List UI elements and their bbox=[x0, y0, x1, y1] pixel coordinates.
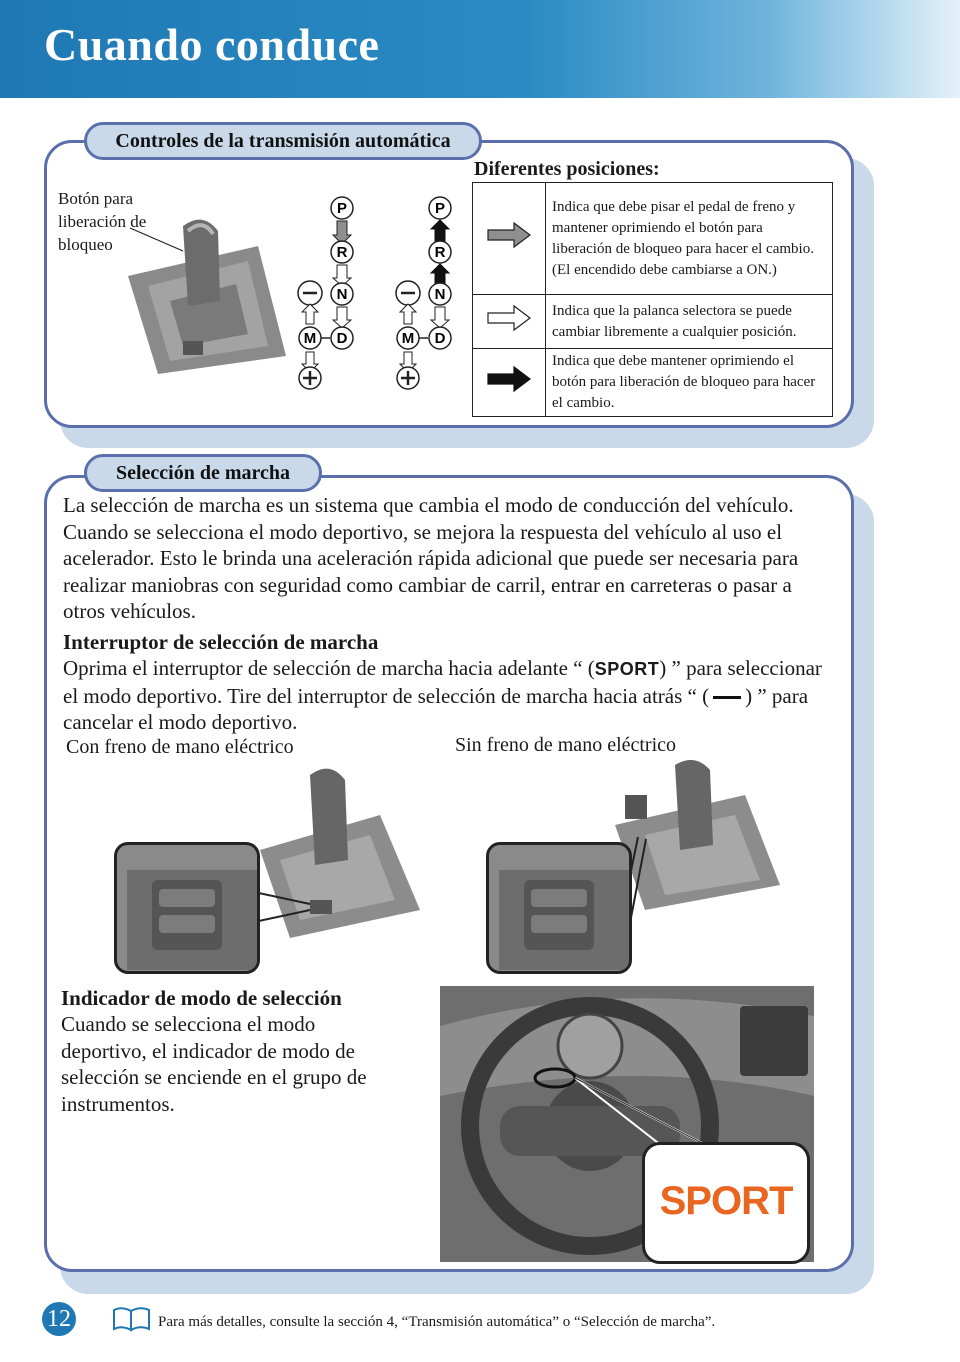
position-row bbox=[473, 183, 833, 295]
svg-text:N: N bbox=[434, 286, 446, 303]
switch-heading: Interruptor de selección de marcha bbox=[63, 630, 379, 654]
drive-selection-tab: Selección de marcha bbox=[84, 454, 322, 492]
svg-text:D: D bbox=[336, 330, 348, 347]
sport-indicator-badge: SPORT bbox=[659, 1179, 793, 1223]
svg-text:P: P bbox=[434, 200, 446, 217]
gray-arrow-icon bbox=[473, 183, 546, 295]
without-ebrake-label: Sin freno de mano eléctrico bbox=[455, 734, 677, 756]
minus-symbol-icon bbox=[713, 696, 741, 699]
transmission-tab: Controles de la transmisión automática bbox=[84, 122, 482, 160]
switch-text-3: ) ” para cancelar el modo deportivo. bbox=[63, 683, 809, 734]
footer-note: Para más detalles, consulte la sección 4, “Transmisión automática” o “Selección de marcha”. bbox=[158, 1314, 716, 1330]
position-row bbox=[473, 349, 833, 417]
page-header bbox=[0, 0, 960, 98]
position-text: Indica que la palanca selectora se puede cambiar libremente a cualquier posición. bbox=[546, 295, 833, 349]
outline-arrow-icon bbox=[473, 295, 546, 349]
page-number: 12 bbox=[42, 1302, 76, 1336]
drive-selection-intro: La selección de marcha es un sistema que cambia el modo de conducción del vehículo. Cuando se selecciona el modo deportivo, se mejora la respuesta del vehículo al uso el acelerador. Esto le brinda una aceleración rápida adicional que puede ser necesaria para realizar maniobras con seguridad como cambiar de carril, entrar en carreteras o pasar a otros vehículos. bbox=[63, 493, 799, 623]
svg-text:D: D bbox=[434, 330, 446, 347]
svg-text:M: M bbox=[303, 330, 317, 347]
shifter-photo bbox=[108, 206, 288, 378]
switch-text-2: ) ” para seleccionar el modo deportivo. Tire del interruptor de selección de marcha hacia atrás “ ( bbox=[63, 656, 822, 708]
shift-gate-diagram-1 bbox=[292, 194, 372, 390]
svg-text:R: R bbox=[336, 244, 348, 261]
position-text: Indica que debe mantener oprimiendo el botón para liberación de bloqueo para hacer el cambio. bbox=[546, 349, 833, 417]
shift-gate-diagram-2 bbox=[390, 194, 470, 390]
book-icon bbox=[112, 1306, 152, 1332]
svg-text:R: R bbox=[434, 244, 446, 261]
position-text: Indica que debe pisar el pedal de freno y mantener oprimiendo el botón para liberación de bloqueo para hacer el cambio. (El encendido debe cambiarse a ON.) bbox=[546, 183, 833, 295]
black-arrow-icon bbox=[473, 349, 546, 417]
sport-indicator-callout bbox=[642, 1142, 810, 1264]
with-ebrake-label: Con freno de mano eléctrico bbox=[66, 736, 294, 758]
switch-instructions bbox=[63, 655, 833, 736]
positions-title: Diferentes posiciones: bbox=[474, 158, 660, 180]
switch-closeup-ebrake bbox=[114, 842, 260, 974]
svg-text:P: P bbox=[336, 200, 348, 217]
callout-pointer bbox=[254, 882, 314, 932]
svg-text:M: M bbox=[401, 330, 415, 347]
sport-symbol: SPORT bbox=[594, 659, 660, 679]
positions-table bbox=[472, 182, 833, 417]
page-title: Cuando conduce bbox=[44, 19, 380, 70]
release-button-label: Botón para liberación de bloqueo bbox=[58, 189, 147, 254]
indicator-text: Cuando se selecciona el modo deportivo, el indicador de modo de selección se enciende en el grupo de instrumentos. bbox=[61, 1012, 367, 1116]
switch-text-1: Oprima el interruptor de selección de marcha hacia adelante “ ( bbox=[63, 656, 595, 680]
svg-text:N: N bbox=[336, 286, 348, 303]
switch-closeup-no-ebrake bbox=[486, 842, 632, 974]
indicator-heading: Indicador de modo de selección bbox=[61, 986, 342, 1010]
position-row bbox=[473, 295, 833, 349]
